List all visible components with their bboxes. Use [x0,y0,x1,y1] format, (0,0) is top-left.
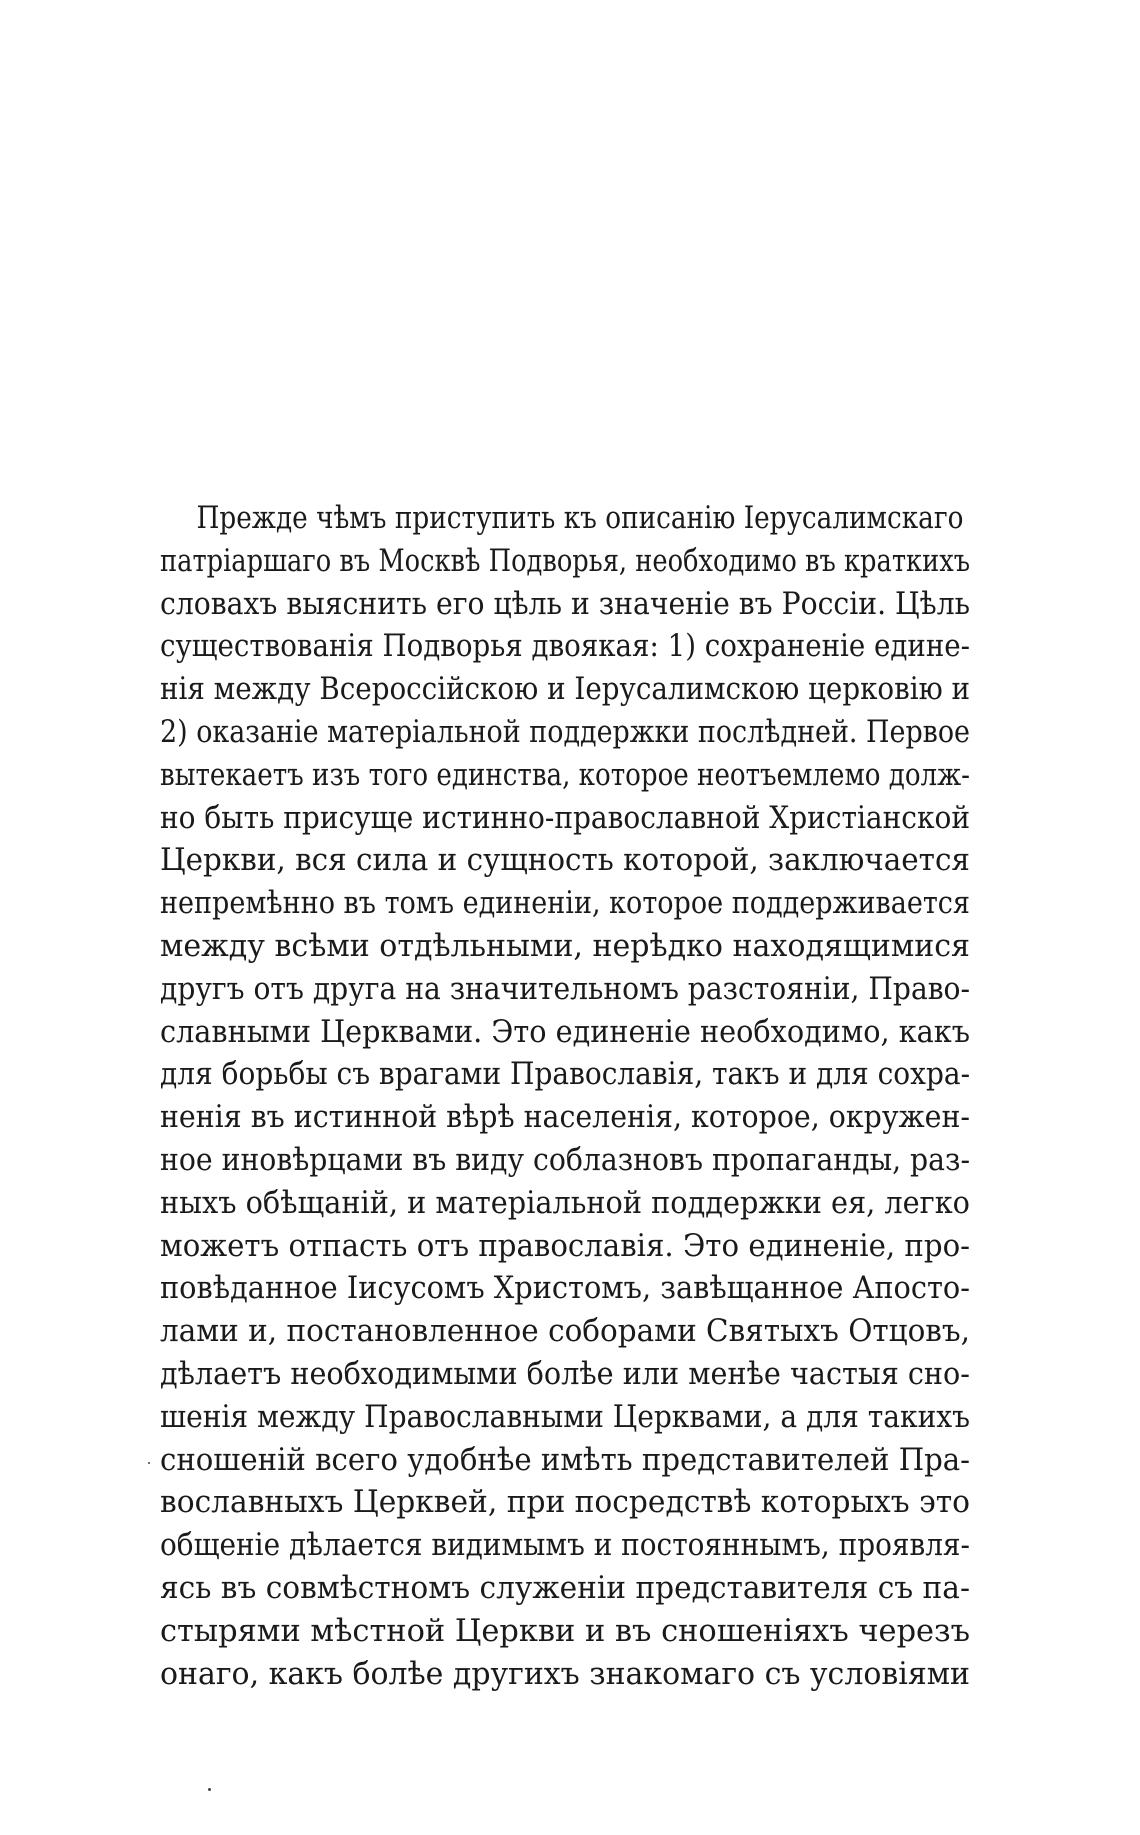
text-line: непремѣнно въ томъ единеніи, которое поддерживается [160,885,970,922]
text-line: можетъ отпасть отъ православія. Это единеніе, про- [160,1227,971,1264]
text-line: нія между Всероссійскою и Іерусалимскою церковію и [160,671,971,708]
scan-speck [208,1788,211,1791]
text-line: лами и, постановленное соборами Святыхъ Отцовъ, [160,1313,970,1350]
text-line: вытекаетъ изъ того единства, которое неотъемлемо долж- [160,756,970,793]
text-line: повѣданное Іисусомъ Христомъ, завѣщанное Апосто- [160,1270,970,1307]
body-text [160,497,970,1695]
text-line: для борьбы съ врагами Православія, такъ и для сохра- [160,1056,971,1093]
text-line: 2) оказаніе матеріальной поддержки послѣдней. Первое [160,713,970,750]
text-line: Церкви, вся сила и сущность которой, заключается [160,842,970,879]
text-line: стырями мѣстной Церкви и въ сношеніяхъ черезъ [160,1612,971,1649]
text-line: ясь въ совмѣстномъ служеніи представителя съ па- [160,1569,970,1606]
text-line: общеніе дѣлается видимымъ и постояннымъ, проявля- [160,1527,970,1564]
text-line: патріаршаго въ Москвѣ Подворья, необходимо въ краткихъ [160,542,971,579]
text-line: другъ отъ друга на значительномъ разстояніи, Право- [160,970,971,1007]
text-line: шенія между Православными Церквами, а для такихъ [160,1398,971,1435]
text-line: вославныхъ Церквей, при посредствѣ которыхъ это [160,1484,970,1521]
text-line: онаго, какъ болѣе другихъ знакомаго съ условіями [160,1655,970,1692]
text-line: сношеній всего удобнѣе имѣть представителей Пра- [160,1441,971,1478]
text-line: ное иновѣрцами въ виду соблазновъ пропаганды, раз- [160,1141,971,1178]
text-line: дѣлаетъ необходимыми болѣе или менѣе частыя сно- [160,1355,970,1392]
text-line: Прежде чѣмъ приступить къ описанію Іерусалимскаго [196,500,964,536]
text-line: существованія Подворья двоякая: 1) сохраненіе едине- [160,628,971,665]
text-line: ненія въ истинной вѣрѣ населенія, которое, окружен- [160,1099,970,1136]
scan-speck [148,1462,150,1464]
text-line: между всѣми отдѣльными, нерѣдко находящимися [160,927,971,964]
text-line: словахъ выяснить его цѣль и значеніе въ Россіи. Цѣль [160,585,971,622]
text-line: славными Церквами. Это единеніе необходимо, какъ [160,1013,970,1050]
text-line: ныхъ обѣщаній, и матеріальной поддержки ея, легко [160,1184,970,1221]
text-line: но быть присуще истинно-православной Христіанской [160,799,971,836]
